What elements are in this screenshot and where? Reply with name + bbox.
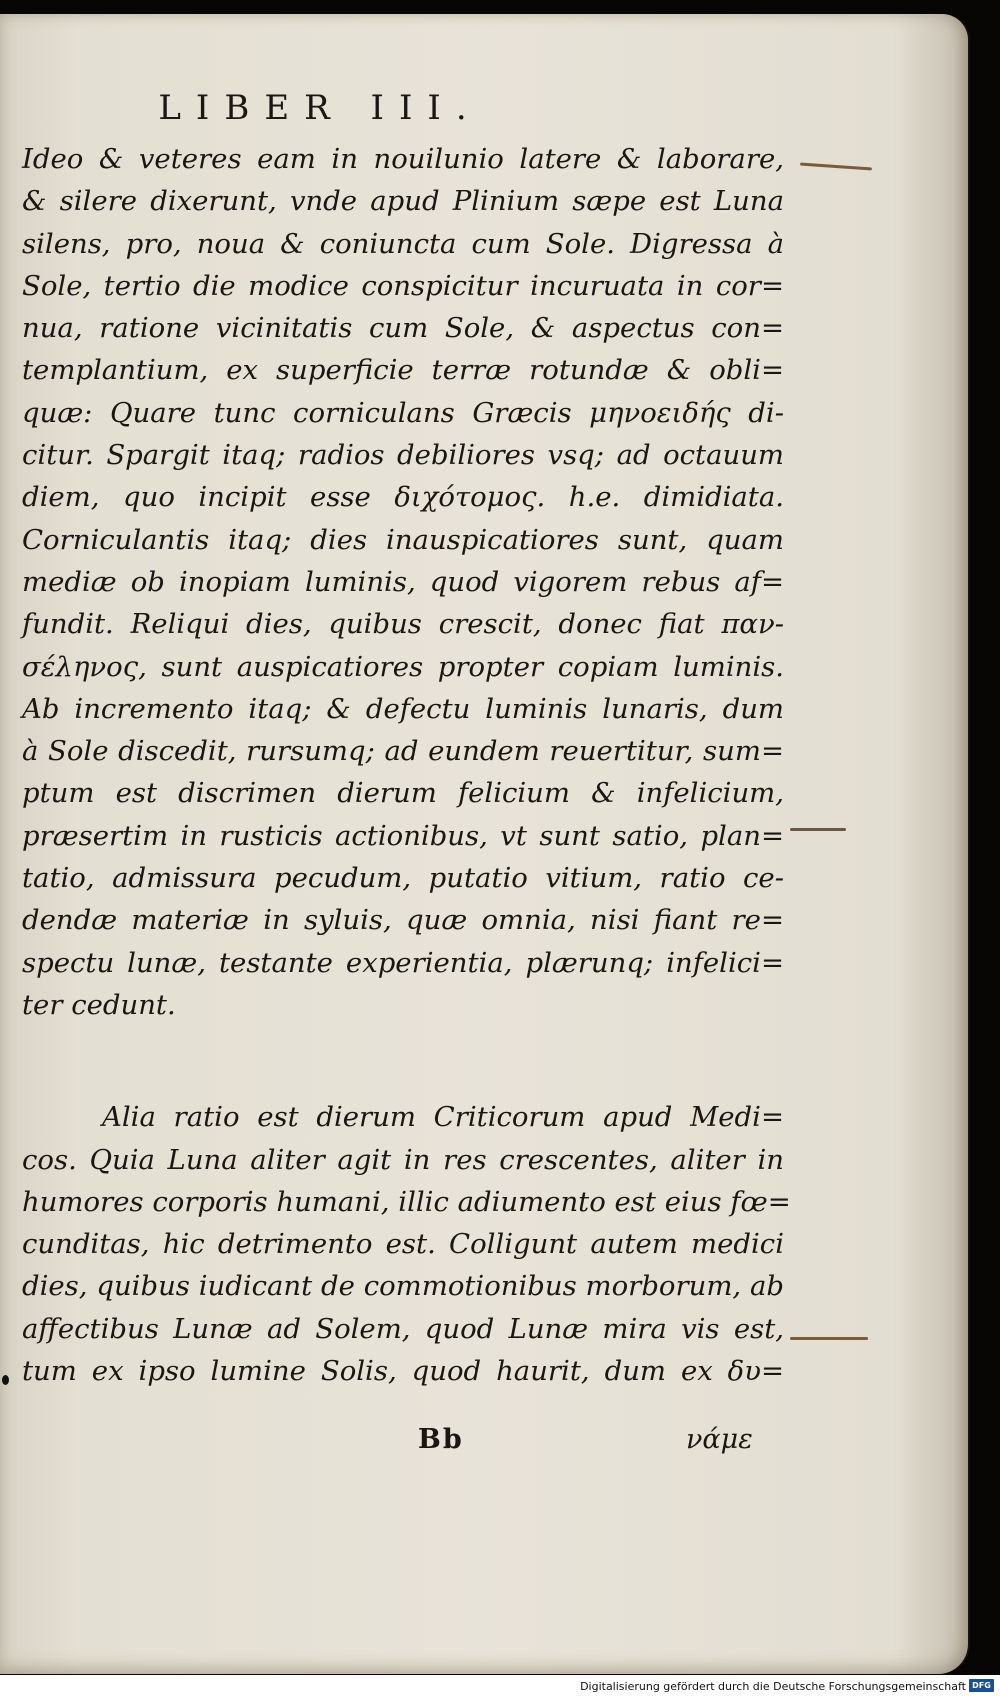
text-line: Ideo & veteres eam in nouilunio latere & laborare, bbox=[22, 143, 784, 175]
text-line: tum ex ipso lumine Solis, quod haurit, dum ex δυ= bbox=[22, 1355, 784, 1388]
text-line: dendæ materiæ in syluis, quæ omnia, nisi fiant re= bbox=[22, 904, 784, 937]
main-text bbox=[22, 138, 791, 1392]
text-line: à Sole discedit, rursumq; ad eundem reuertitur, sum= bbox=[22, 735, 784, 768]
text-line: ptum est discrimen dierum felicium & infelicium, bbox=[22, 777, 784, 810]
text-line: præsertim in rusticis actionibus, vt sunt satio, plan= bbox=[22, 819, 784, 852]
running-head: LIBER III. bbox=[158, 88, 482, 128]
text-line: cunditas, hic detrimento est. Colligunt autem medici bbox=[22, 1228, 784, 1261]
text-line: mediæ ob inopiam luminis, quod vigorem rebus af= bbox=[22, 565, 784, 598]
text-line: humores corporis humani, illic adiumento est eius fœ= bbox=[22, 1185, 791, 1218]
text-line: templantium, ex superficie terræ rotundæ & obli= bbox=[22, 354, 784, 387]
text-line: σέληνος, sunt auspicatiores propter copiam luminis. bbox=[22, 650, 784, 683]
signature-mark: Bb bbox=[418, 1424, 464, 1455]
text-line-indented: Alia ratio est dierum Criticorum apud Medi= bbox=[102, 1101, 784, 1134]
dfg-logo-icon: DFG bbox=[969, 1679, 994, 1692]
text-line: silens, pro, noua & coniuncta cum Sole. Digressa à bbox=[22, 227, 784, 260]
text-line: citur. Spargit itaq; radios debiliores vsq; ad octauum bbox=[22, 439, 784, 472]
text-line: tatio, admissura pecudum, putatio vitium, ratio ce- bbox=[22, 862, 784, 895]
text-line: affectibus Lunæ ad Solem, quod Lunæ mira vis est, bbox=[22, 1312, 784, 1345]
digitization-credit-bar bbox=[0, 1675, 1000, 1697]
binding-hole bbox=[2, 1375, 9, 1385]
text-line: Corniculantis itaq; dies inauspicatiores sunt, quam bbox=[22, 523, 784, 556]
page-footer bbox=[0, 1424, 1000, 1466]
text-line: & silere dixerunt, vnde apud Plinium sæpe est Luna bbox=[22, 185, 784, 218]
text-line: nua, ratione vicinitatis cum Sole, & aspectus con= bbox=[22, 312, 784, 345]
text-line: quæ: Quare tunc corniculans Græcis μηνοειδής di- bbox=[22, 396, 784, 429]
text-line-last: ter cedunt. bbox=[22, 988, 176, 1021]
text-line: cos. Quia Luna aliter agit in res crescentes, aliter in bbox=[22, 1143, 784, 1176]
digitization-credit: Digitalisierung gefördert durch die Deutsche Forschungsgemeinschaft bbox=[580, 1680, 966, 1693]
paragraph-1 bbox=[22, 138, 784, 1026]
text-line: Sole, tertio die modice conspicitur incuruata in cor= bbox=[22, 269, 784, 302]
text-line: Ab incremento itaq; & defectu luminis lunaris, dum bbox=[22, 692, 784, 725]
catchword: νάμε bbox=[686, 1424, 753, 1455]
paragraph-gap bbox=[22, 1026, 784, 1096]
paragraph-2 bbox=[22, 1096, 791, 1392]
text-line: dies, quibus iudicant de commotionibus morborum, ab bbox=[22, 1270, 784, 1303]
text-line: fundit. Reliqui dies, quibus crescit, donec fiat παν- bbox=[22, 608, 784, 641]
marginal-pen-mark bbox=[790, 828, 846, 831]
text-line: spectu lunæ, testante experientia, plærunq; infelici= bbox=[22, 946, 784, 979]
text-line: diem, quo incipit esse διχότομος. h.e. dimidiata. bbox=[22, 481, 784, 514]
marginal-pen-mark bbox=[790, 1337, 868, 1340]
